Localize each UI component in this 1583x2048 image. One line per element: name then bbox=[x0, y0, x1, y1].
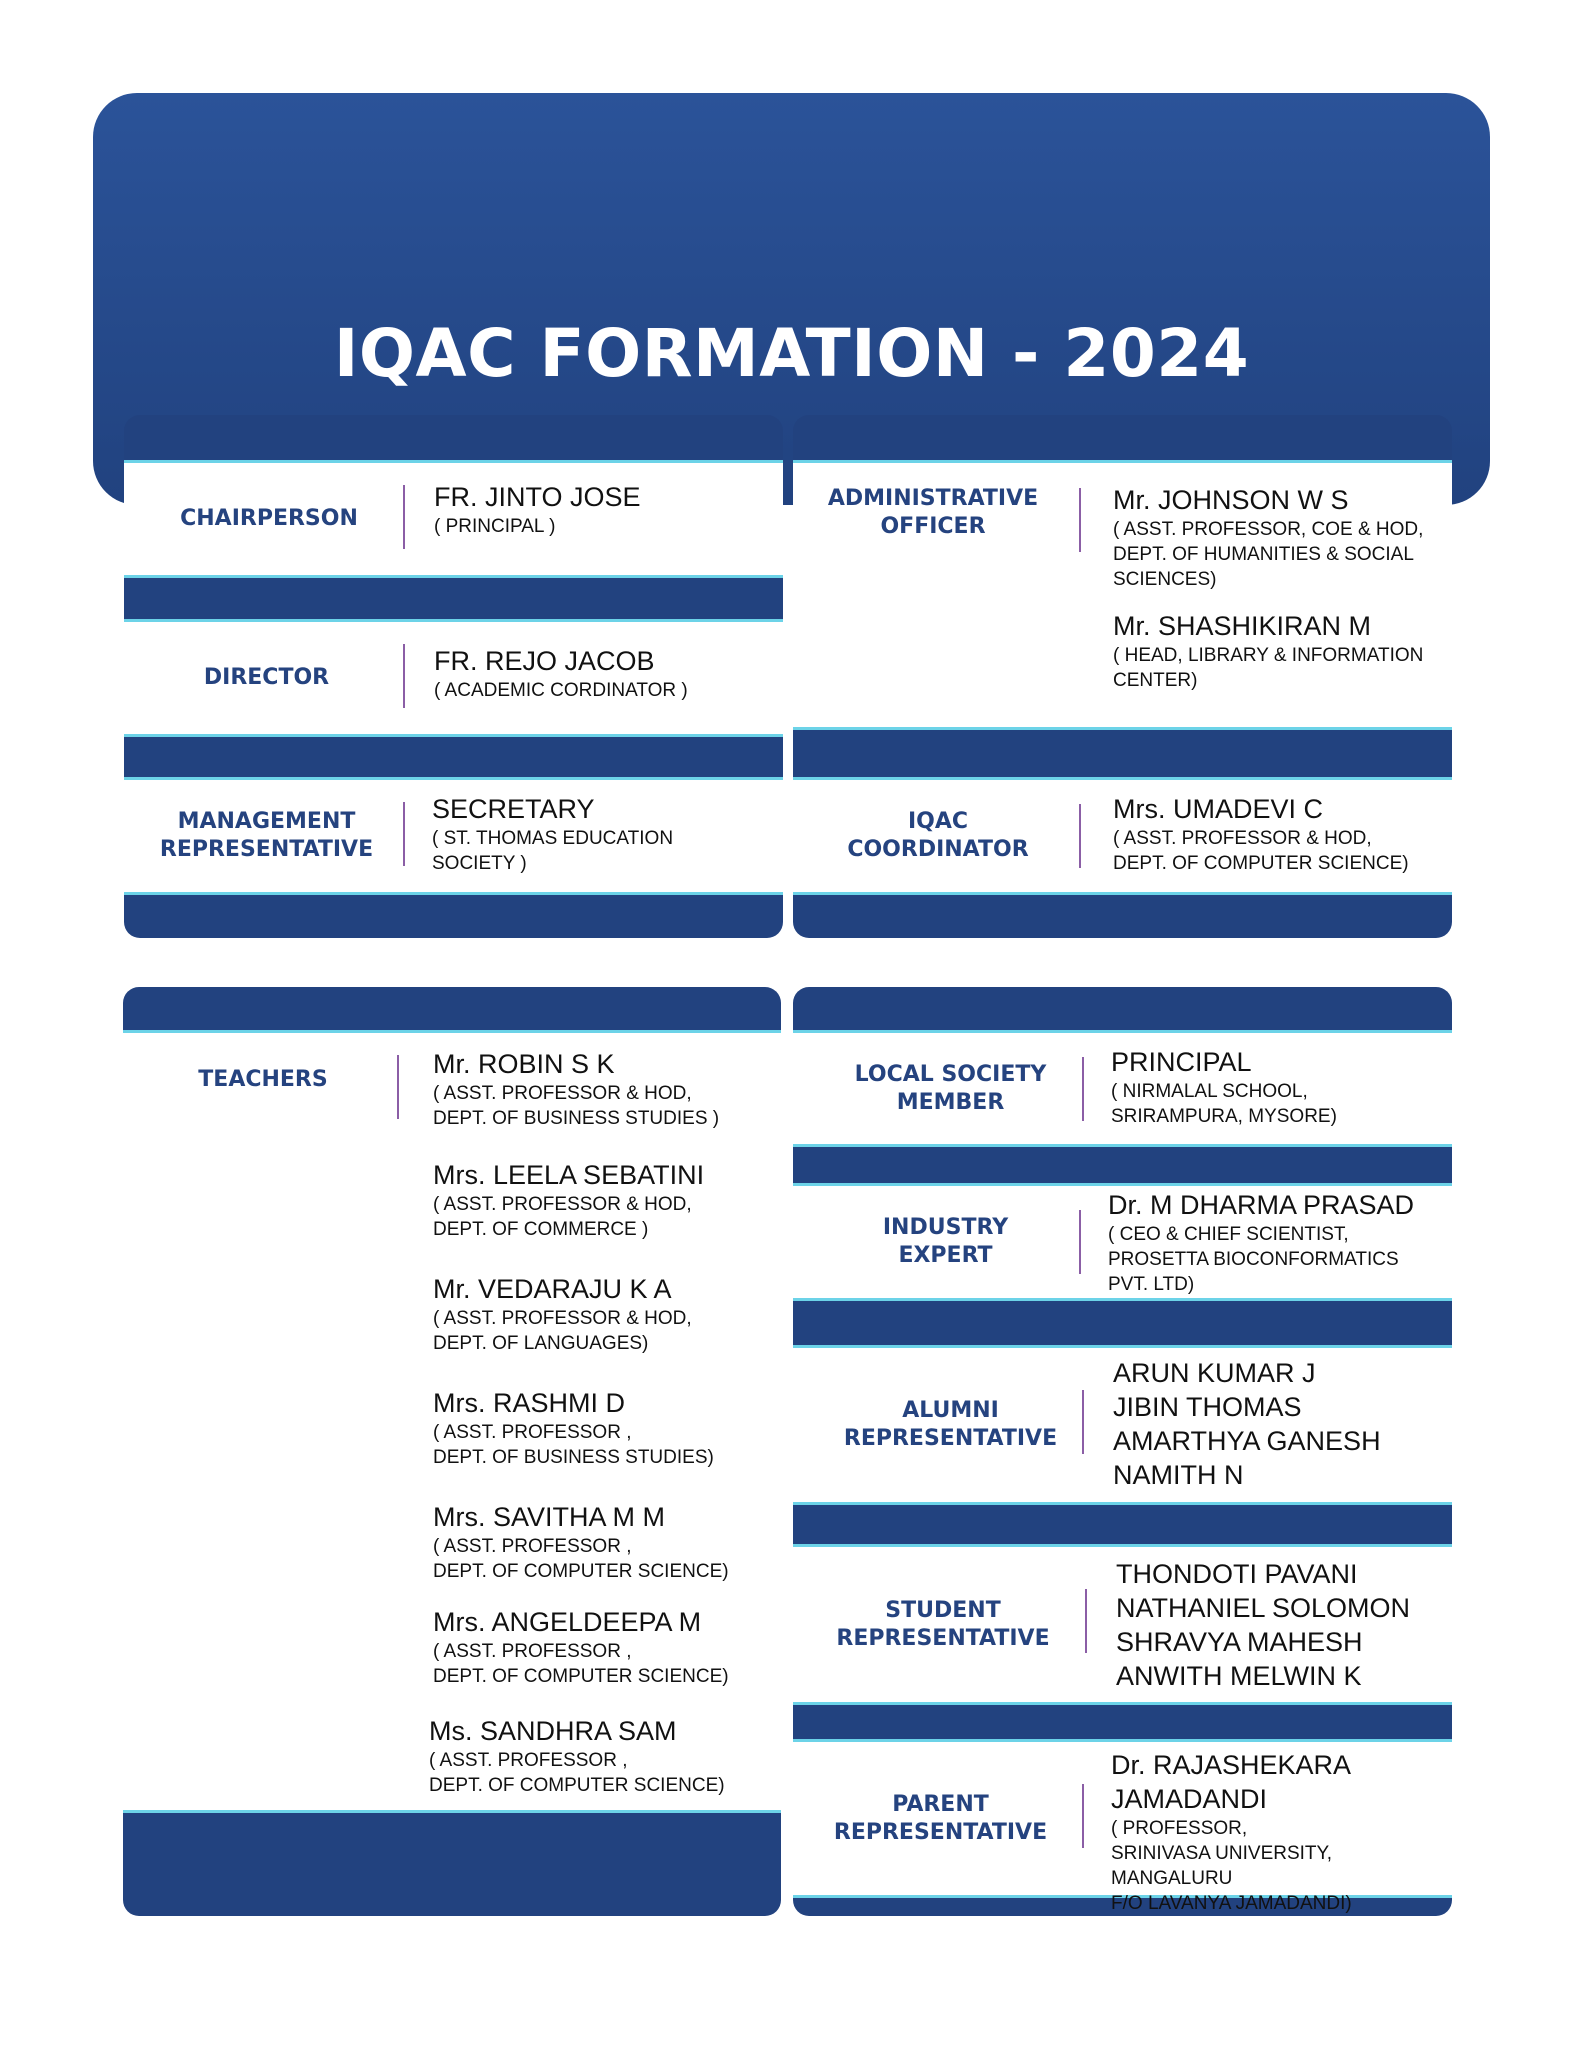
person-desc: DEPT. OF COMMERCE ) bbox=[433, 1219, 649, 1240]
row-student bbox=[793, 1544, 1452, 1705]
list-item: AMARTHYA GANESH bbox=[1113, 1426, 1381, 1456]
person-desc: ( ASST. PROFESSOR , bbox=[433, 1641, 632, 1662]
person-admin-1 bbox=[1113, 483, 1423, 592]
person-name: JAMADANDI bbox=[1111, 1784, 1268, 1814]
person-desc: ( HEAD, LIBRARY & INFORMATION bbox=[1113, 645, 1424, 666]
person-desc: ( ASST. PROFESSOR & HOD, bbox=[433, 1308, 692, 1329]
role-label: INDUSTRY EXPERT bbox=[882, 1215, 1009, 1268]
divider bbox=[397, 1055, 399, 1119]
alumni-list bbox=[1113, 1356, 1381, 1492]
person-admin-2 bbox=[1113, 609, 1423, 693]
list-item: SHRAVYA MAHESH bbox=[1116, 1627, 1363, 1657]
list-item: NAMITH N bbox=[1113, 1460, 1244, 1490]
list-item: ANWITH MELWIN K bbox=[1116, 1661, 1362, 1691]
person-name: FR. JINTO JOSE bbox=[434, 482, 641, 512]
divider bbox=[1082, 1784, 1084, 1848]
person-desc: DEPT. OF HUMANITIES & SOCIAL bbox=[1113, 544, 1414, 565]
row-industry-expert bbox=[793, 1183, 1452, 1301]
list-item: ARUN KUMAR J bbox=[1113, 1358, 1316, 1388]
row-teachers bbox=[123, 1030, 781, 1813]
person-desc: CENTER) bbox=[1113, 670, 1198, 691]
person-desc: ( ASST. PROFESSOR & HOD, bbox=[433, 1194, 692, 1215]
person-desc: SRIRAMPURA, MYSORE) bbox=[1111, 1106, 1337, 1127]
teacher-2 bbox=[433, 1158, 704, 1242]
person-iqac bbox=[1113, 792, 1409, 876]
divider bbox=[1079, 804, 1081, 868]
divider bbox=[403, 485, 405, 549]
person-name: Mrs. LEELA SEBATINI bbox=[433, 1160, 705, 1190]
person-desc: SOCIETY ) bbox=[432, 853, 527, 874]
person-desc: DEPT. OF LANGUAGES) bbox=[433, 1333, 649, 1354]
divider bbox=[1079, 488, 1081, 552]
teacher-7 bbox=[429, 1714, 725, 1798]
role-label: STUDENT REPRESENTATIVE bbox=[836, 1597, 1050, 1651]
person-name: Mrs. ANGELDEEPA M bbox=[433, 1607, 702, 1637]
person-desc: F/O LAVANYA JAMADANDI) bbox=[1111, 1893, 1352, 1914]
person-name: Mr. SHASHIKIRAN M bbox=[1113, 611, 1372, 641]
person-name: Mr. JOHNSON W S bbox=[1113, 485, 1349, 515]
divider bbox=[403, 644, 405, 708]
row-local-society bbox=[793, 1030, 1452, 1147]
person-director bbox=[434, 644, 688, 703]
person-desc: SRINIVASA UNIVERSITY, MANGALURU bbox=[1111, 1843, 1333, 1889]
person-desc: ( ASST. PROFESSOR , bbox=[433, 1536, 632, 1557]
person-desc: DEPT. OF COMPUTER SCIENCE) bbox=[1113, 853, 1409, 874]
row-parent bbox=[793, 1739, 1452, 1914]
person-name: Mr. ROBIN S K bbox=[433, 1049, 615, 1079]
teacher-1 bbox=[433, 1047, 719, 1131]
role-label: PARENT REPRESENTATIVE bbox=[833, 1791, 1048, 1845]
person-desc: ( ASST. PROFESSOR & HOD, bbox=[1113, 828, 1372, 849]
role-label: TEACHERS bbox=[198, 1067, 328, 1092]
person-industry bbox=[1108, 1188, 1414, 1297]
person-desc: DEPT. OF COMPUTER SCIENCE) bbox=[429, 1775, 725, 1796]
row-chairperson bbox=[124, 460, 783, 578]
role-label: ADMINISTRATIVE OFFICER bbox=[827, 486, 1039, 539]
person-desc: ( NIRMALAL SCHOOL, bbox=[1111, 1081, 1308, 1102]
person-parent bbox=[1111, 1748, 1452, 1916]
divider bbox=[1079, 1210, 1081, 1274]
list-item: JIBIN THOMAS bbox=[1113, 1392, 1302, 1422]
person-desc: ( ASST. PROFESSOR & HOD, bbox=[433, 1083, 692, 1104]
person-name: Mr. VEDARAJU K A bbox=[433, 1274, 672, 1304]
divider bbox=[1082, 1390, 1084, 1454]
role-label: DIRECTOR bbox=[203, 665, 330, 690]
teacher-6 bbox=[433, 1605, 729, 1689]
person-desc: DEPT. OF BUSINESS STUDIES ) bbox=[433, 1108, 720, 1129]
teacher-5 bbox=[433, 1500, 729, 1584]
person-desc: PVT. LTD) bbox=[1108, 1274, 1195, 1295]
role-label: CHAIRPERSON bbox=[180, 506, 358, 531]
person-desc: ( ASST. PROFESSOR, COE & HOD, bbox=[1113, 519, 1424, 540]
card-teachers bbox=[123, 987, 781, 1916]
row-alumni bbox=[793, 1345, 1452, 1505]
role-label: MANAGEMENT REPRESENTATIVE bbox=[159, 809, 374, 862]
role-label: IQAC COORDINATOR bbox=[847, 809, 1029, 862]
person-name: FR. REJO JACOB bbox=[434, 646, 655, 676]
list-item: THONDOTI PAVANI bbox=[1116, 1559, 1358, 1589]
teacher-3 bbox=[433, 1272, 692, 1356]
person-name: PRINCIPAL bbox=[1111, 1047, 1252, 1077]
row-director bbox=[124, 619, 783, 737]
divider bbox=[1082, 1057, 1084, 1121]
person-desc: ( ST. THOMAS EDUCATION bbox=[432, 828, 674, 849]
person-chairperson bbox=[434, 480, 641, 539]
list-item: NATHANIEL SOLOMON bbox=[1116, 1593, 1411, 1623]
person-management bbox=[432, 792, 673, 876]
person-name: Dr. RAJASHEKARA bbox=[1111, 1750, 1352, 1780]
person-name: Ms. SANDHRA SAM bbox=[429, 1716, 677, 1746]
page-title: IQAC FORMATION - 2024 bbox=[333, 315, 1250, 392]
person-local-society bbox=[1111, 1045, 1337, 1129]
person-desc: DEPT. OF COMPUTER SCIENCE) bbox=[433, 1561, 729, 1582]
person-name: SECRETARY bbox=[432, 794, 595, 824]
row-iqac-coordinator bbox=[793, 777, 1452, 895]
role-label: ALUMNI REPRESENTATIVE bbox=[843, 1398, 1058, 1451]
card-officers bbox=[793, 415, 1452, 938]
person-desc: ( ASST. PROFESSOR , bbox=[433, 1422, 632, 1443]
person-name: Dr. M DHARMA PRASAD bbox=[1108, 1190, 1415, 1220]
divider bbox=[1085, 1589, 1087, 1653]
role-label: LOCAL SOCIETY MEMBER bbox=[854, 1061, 1047, 1115]
card-external-members bbox=[793, 987, 1452, 1916]
person-desc: ( ACADEMIC CORDINATOR ) bbox=[434, 680, 688, 701]
person-desc: DEPT. OF BUSINESS STUDIES) bbox=[433, 1447, 714, 1468]
person-name: Mrs. SAVITHA M M bbox=[433, 1502, 666, 1532]
row-admin-officer bbox=[793, 460, 1452, 730]
person-desc: ( ASST. PROFESSOR , bbox=[429, 1750, 628, 1771]
person-desc: DEPT. OF COMPUTER SCIENCE) bbox=[433, 1666, 729, 1687]
person-desc: ( CEO & CHIEF SCIENTIST, bbox=[1108, 1224, 1349, 1245]
student-list bbox=[1116, 1557, 1410, 1693]
card-leadership bbox=[124, 415, 783, 938]
person-name: Mrs. RASHMI D bbox=[433, 1388, 625, 1418]
person-desc: ( PROFESSOR, bbox=[1111, 1818, 1248, 1839]
person-desc: PROSETTA BIOCONFORMATICS bbox=[1108, 1249, 1399, 1270]
person-name: Mrs. UMADEVI C bbox=[1113, 794, 1324, 824]
teacher-4 bbox=[433, 1386, 714, 1470]
row-management bbox=[124, 777, 783, 895]
person-desc: SCIENCES) bbox=[1113, 569, 1217, 590]
divider bbox=[403, 802, 405, 866]
person-desc: ( PRINCIPAL ) bbox=[434, 516, 556, 537]
